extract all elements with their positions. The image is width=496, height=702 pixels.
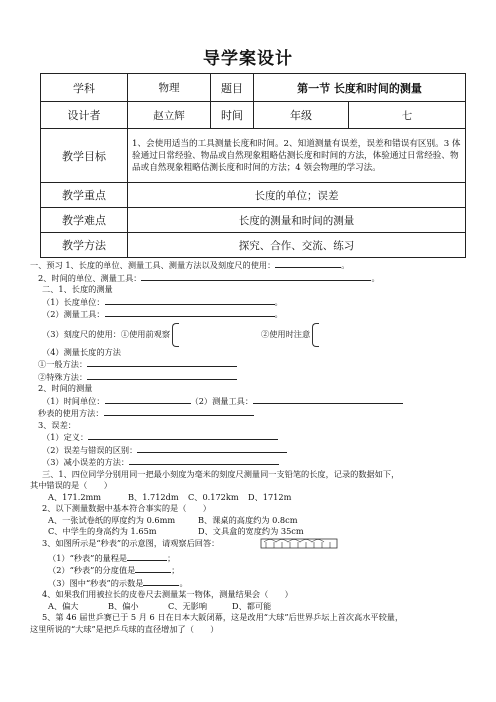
method-label: 教学方法 (41, 233, 128, 258)
text: 3、如图所示是“秒表”的示意图，请观察后回答： (42, 537, 220, 548)
option-b: B、课桌的高度约为 0.8cm (198, 514, 298, 525)
text: ②特殊方法： (38, 371, 88, 382)
text: （1）“秒表”的量程是 (48, 552, 128, 563)
exercise-1-options (30, 492, 470, 504)
option-d: D、文具盒的宽度约为 35cm (198, 526, 304, 536)
blank (88, 431, 278, 440)
blank (137, 444, 287, 453)
page-title: 导学案设计 (203, 49, 293, 69)
exercise-5-line-1: 5、第 46 届世乒赛已于 5 月 6 日在日本大阪闭幕，这是改用“大球”后世界乒坛上首次高水平较量， (42, 612, 404, 622)
text: （3）减小误差的方法： (42, 457, 130, 467)
difficulty-label: 教学难点 (41, 208, 128, 233)
time-label: 时间 (211, 102, 254, 129)
exercise-1-line-2: 其中错误的是（ ） (30, 480, 112, 490)
option-c: C、无影响 (168, 600, 208, 611)
brace (312, 323, 319, 347)
text: （1）时间单位： (42, 395, 105, 406)
text: 2、时间的单位、测量工具： (38, 272, 142, 283)
blank (129, 456, 279, 465)
text: ； (171, 565, 180, 575)
option-a: A、一张试卷纸的厚度约为 0.6mm (48, 514, 176, 525)
text: ②使用时注意 (261, 328, 311, 339)
exercise-2-question: 2、以下测量数据中基本符合事实的是（ ） (42, 503, 211, 513)
length-tool-line (30, 308, 470, 321)
text: （2）测量工具： (190, 395, 254, 406)
stopwatch-usage-line (30, 407, 470, 420)
text: （3）刻度尺的使用：①使用前观察 (42, 328, 171, 339)
text: ； (167, 552, 176, 563)
time-unit-line (30, 395, 470, 408)
text: ①一般方法： (38, 359, 88, 369)
goal-label: 教学目标 (41, 129, 128, 183)
exercise-3-range-line (30, 552, 470, 565)
exercise-3-division-line (30, 564, 470, 577)
topic-value: 第一节 长度和时间的测量 (254, 74, 466, 102)
option-d: D、都可能 (232, 600, 272, 611)
subject-label: 学科 (41, 74, 128, 102)
blank (105, 395, 191, 404)
time-measure-heading: 2、时间的测量 (38, 383, 93, 393)
text: 秒表的使用方法： (38, 408, 104, 418)
text: 。 (341, 260, 350, 270)
blank (127, 552, 167, 561)
error-definition-line (30, 431, 470, 444)
difficulty-value: 长度的测量和时间的测量 (128, 208, 466, 233)
ruler-usage-line (30, 321, 470, 347)
blank (105, 308, 275, 317)
method-value: 探究、合作、交流、练习 (128, 233, 466, 258)
text: （2）误差与错误的区别： (42, 444, 138, 455)
blank (275, 259, 341, 268)
exercise-5-line-2: 这里所说的“大球”是把乒乓球的直径增加了（ ） (30, 623, 219, 634)
topic-label: 题目 (211, 74, 254, 102)
blank (253, 395, 403, 404)
option-a: A、偏大 (48, 600, 79, 611)
error-heading: 3、误差： (38, 419, 76, 430)
blank (87, 371, 237, 380)
preview-line-2 (30, 272, 470, 285)
blank (105, 296, 275, 305)
exercise-4-question: 4、如果我们用被拉长的皮卷尺去测量某一物体，测量结果会（ ） (42, 589, 293, 599)
option-c: C、0.172km (188, 491, 239, 502)
exercise-2-options-ab (30, 515, 470, 527)
brace (172, 323, 179, 347)
blank (104, 407, 254, 416)
designer-label: 设计者 (41, 102, 128, 129)
exercise-3-reading-line (30, 577, 470, 590)
worksheet-body (30, 259, 470, 635)
measure-method-heading: （4）测量长度的方法 (42, 346, 121, 357)
exercise-4-options (30, 601, 470, 613)
error-difference-line (30, 444, 470, 457)
text: （3）图中“秒表”的示数是 (48, 577, 144, 588)
exercise-2-options-cd (30, 526, 470, 538)
blank (135, 564, 171, 573)
exercise-3-question (30, 538, 470, 552)
text: 。 (179, 577, 188, 588)
text: （2）测量工具： (42, 309, 105, 319)
blank (141, 272, 371, 281)
option-b: B、偏小 (108, 600, 139, 611)
grade-value: 七 (349, 102, 466, 129)
lesson-info-table (40, 73, 466, 258)
preview-line-1 (30, 259, 470, 272)
text: （2）“秒表”的分度值是 (48, 565, 136, 575)
option-b: B、1.712dm (128, 491, 179, 502)
text: （1）长度单位： (42, 296, 105, 307)
option-d: D、1712m (248, 491, 292, 502)
blank (143, 577, 179, 586)
option-a: A、171.2mm (48, 491, 102, 502)
key-value: 长度的单位；误差 (128, 183, 466, 208)
key-label: 教学重点 (41, 183, 128, 208)
text: 。 (371, 272, 380, 283)
special-method-line (30, 371, 470, 384)
section-two-heading: 二、1、长度的测量 (42, 284, 113, 294)
exercise-1-line-1: 三、1、四位同学分别用同一把最小刻度为毫米的刻度尺测量同一支铅笔的长度，记录的数据如下， (42, 468, 400, 479)
text: 。 (274, 309, 283, 319)
text: 。 (274, 296, 283, 307)
subject-value: 物理 (128, 74, 211, 102)
length-unit-line (30, 296, 470, 309)
general-method-line (30, 358, 470, 371)
blank (87, 358, 237, 367)
text: （1）定义： (42, 432, 89, 442)
error-reduce-line (30, 456, 470, 469)
text: 一、预习 1、长度的单位、测量工具、测量方法以及刻度尺的使用： (30, 260, 276, 270)
grade-label: 年级 (254, 102, 349, 129)
designer-value: 赵立辉 (128, 102, 211, 129)
goal-text: 1、会使用适当的工具测量长度和时间。2、知道测量有误差，误差和错误有区别。3 体验通过日常经验、物品或自然现象粗略估测长度和时间的方法，体验通过日常经验、物品或自然现象粗略估测长度和时间的方法；4 领会物理的学习法。 (128, 129, 466, 183)
option-c: C、中学生的身高约为 1.65m (48, 526, 157, 536)
stopwatch-scale-figure (260, 536, 338, 550)
